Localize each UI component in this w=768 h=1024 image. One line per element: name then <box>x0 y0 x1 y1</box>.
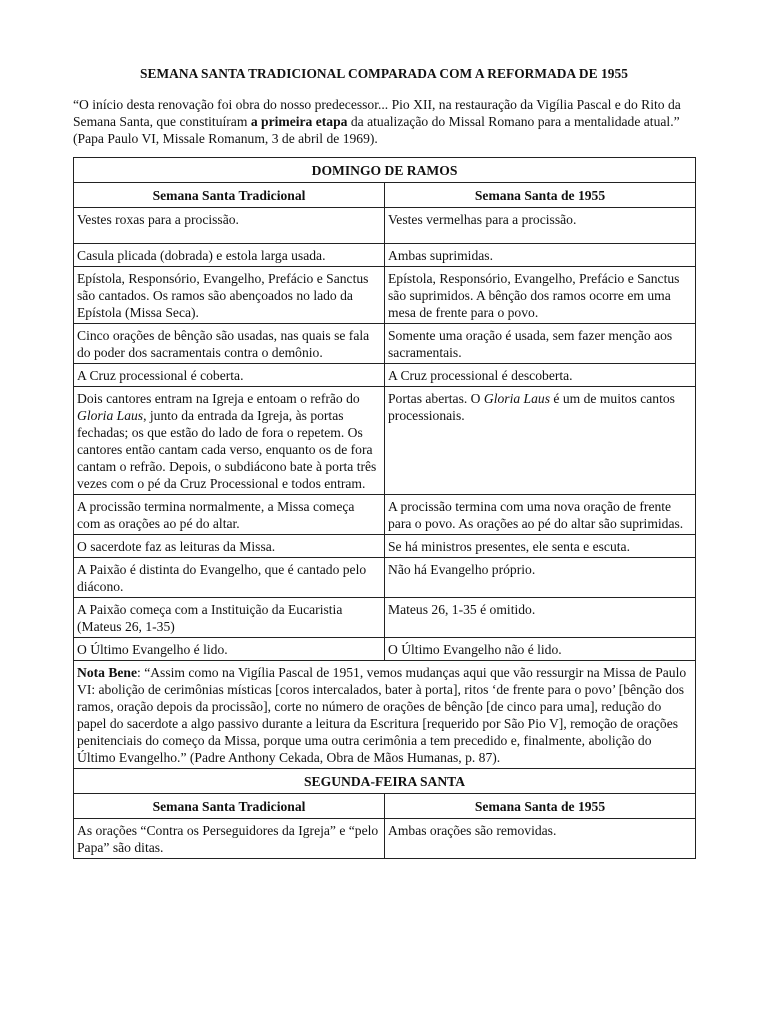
cell-traditional <box>74 387 385 495</box>
cell-traditional: O Último Evangelho é lido. <box>74 638 385 661</box>
table-row <box>74 244 696 267</box>
cell-traditional: Epístola, Responsório, Evangelho, Prefácio e Sanctus são cantados. Os ramos são abençoados no lado da Epístola (Missa Seca). <box>74 267 385 324</box>
table-row <box>74 819 696 859</box>
nota-bene-cell <box>74 661 696 769</box>
column-header-row <box>74 794 696 819</box>
cell-traditional: Casula plicada (dobrada) e estola larga usada. <box>74 244 385 267</box>
cell-1955: Ambas orações são removidas. <box>385 819 696 859</box>
cell-traditional: A Paixão é distinta do Evangelho, que é cantado pelo diácono. <box>74 558 385 598</box>
nota-bene-label: Nota Bene <box>77 665 138 680</box>
table-row <box>74 535 696 558</box>
section-header-row <box>74 158 696 183</box>
cell-1955: Mateus 26, 1-35 é omitido. <box>385 598 696 638</box>
intro-text-end: da atualização do Missal Romano para a mentalidade atual.” (Papa Paulo VI, Missale Romanum, 3 de abril de 1969). <box>73 114 680 146</box>
intro-paragraph <box>73 96 695 147</box>
cell-1955: O Último Evangelho não é lido. <box>385 638 696 661</box>
column-header-1955: Semana Santa de 1955 <box>385 183 696 208</box>
table-row <box>74 495 696 535</box>
table-row <box>74 324 696 364</box>
section-heading-segunda: SEGUNDA-FEIRA SANTA <box>74 769 696 794</box>
cell-1955: Epístola, Responsório, Evangelho, Prefácio e Sanctus são suprimidos. A bênção dos ramos ocorre em uma mesa de frente para o povo. <box>385 267 696 324</box>
cell-traditional: A procissão termina normalmente, a Missa começa com as orações ao pé do altar. <box>74 495 385 535</box>
table-row <box>74 208 696 244</box>
column-header-row <box>74 183 696 208</box>
cell-traditional: Cinco orações de bênção são usadas, nas quais se fala do poder dos sacramentais contra o demônio. <box>74 324 385 364</box>
cell-1955: Somente uma oração é usada, sem fazer menção aos sacramentais. <box>385 324 696 364</box>
document-title: SEMANA SANTA TRADICIONAL COMPARADA COM A REFORMADA DE 1955 <box>140 66 628 81</box>
table-row <box>74 638 696 661</box>
comparison-table <box>73 157 696 859</box>
column-header-1955: Semana Santa de 1955 <box>385 794 696 819</box>
cell-text: é um de muitos cantos processionais. <box>388 391 675 423</box>
intro-text-start: “O início desta renovação foi obra do nosso predecessor... Pio XII, na restauração da Vigília Pascal e do Rito da Semana Santa, que constituíram <box>73 97 681 129</box>
cell-traditional: Vestes roxas para a procissão. <box>74 208 385 244</box>
column-header-traditional: Semana Santa Tradicional <box>74 183 385 208</box>
cell-traditional: A Paixão começa com a Instituição da Eucaristia (Mateus 26, 1-35) <box>74 598 385 638</box>
cell-traditional: A Cruz processional é coberta. <box>74 364 385 387</box>
italic-text: Gloria Laus <box>483 391 550 406</box>
cell-1955: Se há ministros presentes, ele senta e escuta. <box>385 535 696 558</box>
intro-bold-text: a primeira etapa <box>250 114 348 129</box>
cell-traditional: O sacerdote faz as leituras da Missa. <box>74 535 385 558</box>
cell-1955: Ambas suprimidas. <box>385 244 696 267</box>
italic-text: Gloria Laus <box>77 408 144 423</box>
table-row <box>74 364 696 387</box>
cell-text: Dois cantores entram na Igreja e entoam o refrão do <box>77 391 360 406</box>
cell-text: Portas abertas. O <box>388 391 484 406</box>
table-row <box>74 598 696 638</box>
table-row <box>74 558 696 598</box>
column-header-traditional: Semana Santa Tradicional <box>74 794 385 819</box>
cell-1955 <box>385 387 696 495</box>
document-page <box>73 66 695 859</box>
cell-traditional: As orações “Contra os Perseguidores da Igreja” e “pelo Papa” são ditas. <box>74 819 385 859</box>
section-header-row <box>74 769 696 794</box>
nota-bene-text: : “Assim como na Vigília Pascal de 1951, vemos mudanças aqui que vão ressurgir na Missa de Paulo VI: abolição de cerimônias místicas [coros intercalados, bater à porta], ritos ‘de frente para o povo’ [bênção dos ramos, oração depois da procissão], corte no número de orações de bênção [de cinco para uma], redução do papel do sacerdote a algo passivo durante a leitura da Escritura [requerido por São Pio V], remoção de orações penitenciais do começo da Missa, porque uma outra cerimônia a tem precedido e, finalmente, abolição do Último Evangelho.” (Padre Anthony Cekada, Obra de Mãos Humanas, p. 87). <box>77 665 687 765</box>
table-row <box>74 267 696 324</box>
cell-1955: A procissão termina com uma nova oração de frente para o povo. As orações ao pé do altar são suprimidas. <box>385 495 696 535</box>
cell-text: , junto da entrada da Igreja, às portas fechadas; os que estão do lado de fora o repetem. Os cantores então cantam cada verso, enquanto os de fora cantam o refrão. Depois, o subdiácono bate à porta três vezes com o pé da Cruz Processional e todos entram. <box>77 408 377 491</box>
nota-bene-row <box>74 661 696 769</box>
section-heading-domingo: DOMINGO DE RAMOS <box>74 158 696 183</box>
cell-1955: Vestes vermelhas para a procissão. <box>385 208 696 244</box>
table-row <box>74 387 696 495</box>
cell-1955: A Cruz processional é descoberta. <box>385 364 696 387</box>
cell-1955: Não há Evangelho próprio. <box>385 558 696 598</box>
